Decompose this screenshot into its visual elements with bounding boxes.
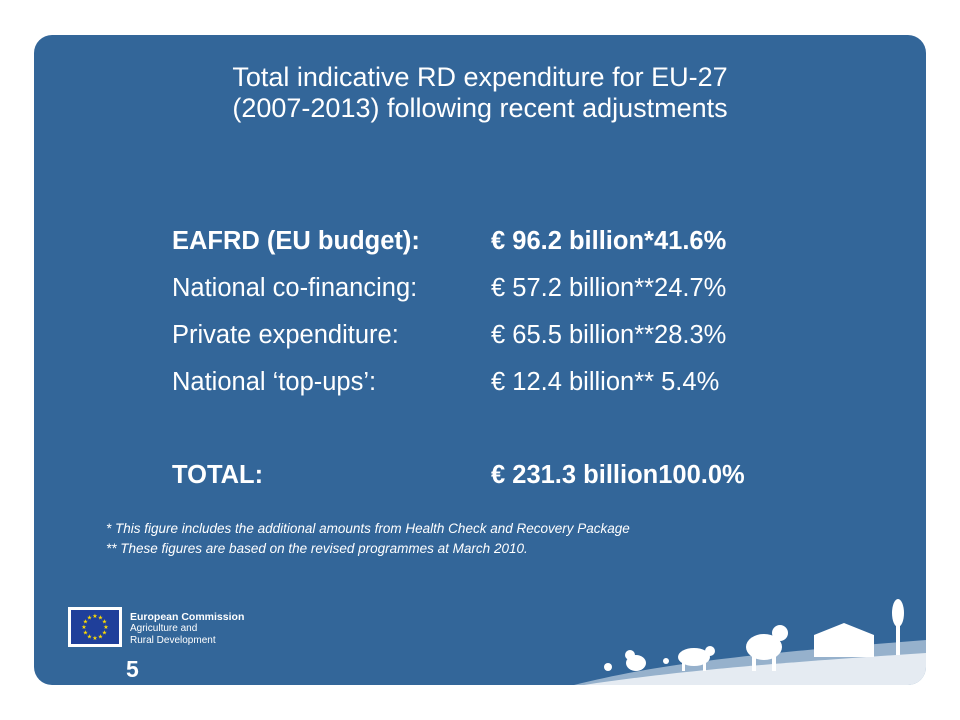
footnote-2: ** These figures are based on the revised programmes at March 2010.	[106, 541, 528, 556]
row-amount: € 12.4 billion** 5.4%	[491, 368, 720, 396]
dg-name-line-1: Agriculture and	[130, 623, 198, 634]
total-amount: € 231.3 billion100.0%	[491, 461, 745, 489]
eu-stars-icon	[71, 610, 119, 644]
svg-text:★: ★	[82, 629, 89, 637]
slide-title	[34, 62, 926, 124]
ec-name: European Commission	[130, 611, 245, 623]
svg-text:★: ★	[97, 614, 104, 622]
page-number: 5	[126, 656, 139, 682]
svg-text:★: ★	[92, 635, 98, 642]
svg-text:★: ★	[101, 629, 108, 637]
row-amount: € 65.5 billion**28.3%	[491, 321, 727, 349]
row-label: National ‘top-ups’:	[172, 368, 377, 396]
eu-flag-icon	[68, 607, 122, 647]
svg-text:★: ★	[103, 624, 109, 631]
svg-text:★: ★	[97, 633, 104, 641]
row-label: National co-financing:	[172, 274, 418, 302]
row-label: EAFRD (EU budget):	[172, 227, 420, 255]
title-line-1: Total indicative RD expenditure for EU-27	[232, 62, 728, 92]
svg-text:★: ★	[92, 613, 98, 620]
slide-panel	[34, 35, 926, 685]
title-line-2: (2007-2013) following recent adjustments	[232, 93, 728, 123]
svg-text:★: ★	[86, 633, 93, 641]
total-label: TOTAL:	[172, 461, 264, 489]
farm-scene-illustration	[574, 595, 926, 685]
row-label: Private expenditure:	[172, 321, 399, 349]
footnotes	[106, 519, 630, 559]
svg-text:★: ★	[101, 618, 108, 626]
row-amount: € 96.2 billion*41.6%	[491, 227, 727, 255]
svg-text:★: ★	[81, 624, 87, 631]
svg-text:★: ★	[82, 618, 89, 626]
row-amount: € 57.2 billion**24.7%	[491, 274, 727, 302]
ec-logo-text	[130, 611, 244, 647]
footnote-1: * This figure includes the additional amounts from Health Check and Recovery Package	[106, 521, 630, 536]
svg-text:★: ★	[86, 614, 93, 622]
dg-name-line-2: Rural Development	[130, 635, 216, 646]
